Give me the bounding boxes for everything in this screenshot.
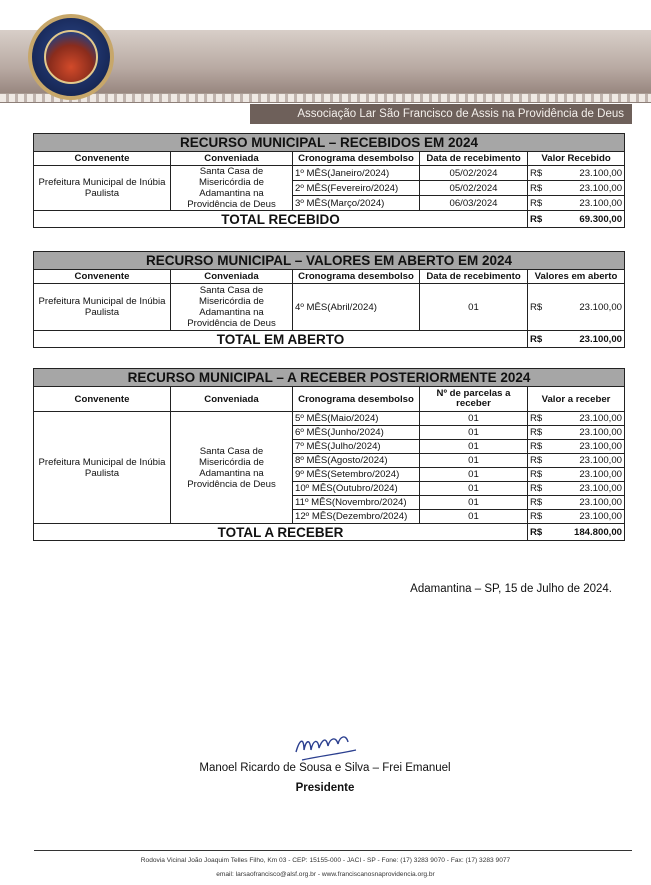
currency-cell: R$ xyxy=(528,510,550,524)
table-a-receber xyxy=(33,368,625,541)
conveniada-cell: Santa Casa de Misericórdia de Adamantina na Providência de Deus xyxy=(171,412,293,524)
table1-title: RECURSO MUNICIPAL – RECEBIDOS EM 2024 xyxy=(34,134,625,152)
table3-title: RECURSO MUNICIPAL – A RECEBER POSTERIORMENTE 2024 xyxy=(34,369,625,387)
currency-cell: R$ xyxy=(528,211,550,228)
value-cell: 23.100,00 xyxy=(550,166,625,181)
footer-contact: email: larsaofrancisco@alsf.org.br - www.franciscanosnaprovidencia.org.br xyxy=(216,871,435,878)
value-cell: 23.100,00 xyxy=(550,482,625,496)
month-cell: 8º MÊS(Agosto/2024) xyxy=(293,454,420,468)
count-cell: 01 xyxy=(420,440,528,454)
col-valor-a-receber: Valor a receber xyxy=(528,387,625,412)
table-row xyxy=(34,284,625,331)
currency-cell: R$ xyxy=(528,181,550,196)
currency-cell: R$ xyxy=(528,196,550,211)
col-valor-recebido: Valor Recebido xyxy=(528,152,625,166)
month-cell: 11º MÊS(Novembro/2024) xyxy=(293,496,420,510)
col-convenente: Convenente xyxy=(34,270,171,284)
convenente-cell: Prefeitura Municipal de Inúbia Paulista xyxy=(34,412,171,524)
month-cell: 10º MÊS(Outubro/2024) xyxy=(293,482,420,496)
value-cell: 23.100,00 xyxy=(550,284,625,331)
currency-cell: R$ xyxy=(528,166,550,181)
date-cell: 05/02/2024 xyxy=(420,181,528,196)
place-date: Adamantina – SP, 15 de Julho de 2024. xyxy=(410,583,612,595)
total-a-receber-value: 184.800,00 xyxy=(550,524,625,541)
count-cell: 01 xyxy=(420,412,528,426)
value-cell: 23.100,00 xyxy=(550,181,625,196)
currency-cell: R$ xyxy=(528,454,550,468)
count-cell: 01 xyxy=(420,510,528,524)
col-conveniada: Conveniada xyxy=(171,387,293,412)
month-cell: 9º MÊS(Setembro/2024) xyxy=(293,468,420,482)
currency-cell: R$ xyxy=(528,468,550,482)
table-row xyxy=(34,166,625,181)
signer-role: Presidente xyxy=(295,782,355,794)
value-cell: 23.100,00 xyxy=(550,510,625,524)
convenente-cell: Prefeitura Municipal de Inúbia Paulista xyxy=(34,284,171,331)
col-parcelas: Nº de parcelas a receber xyxy=(420,387,528,412)
currency-cell: R$ xyxy=(528,496,550,510)
association-name: Associação Lar São Francisco de Assis na Providência de Deus xyxy=(250,104,632,124)
value-cell: 23.100,00 xyxy=(550,426,625,440)
col-data-recebimento: Data de recebimento xyxy=(420,152,528,166)
value-cell: 23.100,00 xyxy=(550,196,625,211)
col-cronograma: Cronograma desembolso xyxy=(293,152,420,166)
total-a-receber-label: TOTAL A RECEBER xyxy=(34,524,528,541)
col-cronograma: Cronograma desembolso xyxy=(293,270,420,284)
currency-cell: R$ xyxy=(528,331,550,348)
date-cell: 06/03/2024 xyxy=(420,196,528,211)
conveniada-cell: Santa Casa de Misericórdia de Adamantina na Providência de Deus xyxy=(171,166,293,211)
value-cell: 23.100,00 xyxy=(550,496,625,510)
count-cell: 01 xyxy=(420,454,528,468)
count-cell: 01 xyxy=(420,482,528,496)
total-em-aberto-label: TOTAL EM ABERTO xyxy=(34,331,528,348)
convenente-cell: Prefeitura Municipal de Inúbia Paulista xyxy=(34,166,171,211)
footer-divider xyxy=(34,850,632,851)
total-recebido-label: TOTAL RECEBIDO xyxy=(34,211,528,228)
currency-cell: R$ xyxy=(528,482,550,496)
count-cell: 01 xyxy=(420,426,528,440)
month-cell: 5º MÊS(Maio/2024) xyxy=(293,412,420,426)
table-row xyxy=(34,412,625,426)
association-logo xyxy=(28,14,114,100)
date-cell: 05/02/2024 xyxy=(420,166,528,181)
currency-cell: R$ xyxy=(528,412,550,426)
value-cell: 23.100,00 xyxy=(550,454,625,468)
col-valores-em-aberto: Valores em aberto xyxy=(528,270,625,284)
month-cell: 4º MÊS(Abril/2024) xyxy=(293,284,420,331)
rope-divider xyxy=(0,93,651,103)
col-data-recebimento: Data de recebimento xyxy=(420,270,528,284)
conveniada-cell: Santa Casa de Misericórdia de Adamantina na Providência de Deus xyxy=(171,284,293,331)
col-convenente: Convenente xyxy=(34,152,171,166)
count-cell: 01 xyxy=(420,496,528,510)
month-cell: 6º MÊS(Junho/2024) xyxy=(293,426,420,440)
col-convenente: Convenente xyxy=(34,387,171,412)
table2-title: RECURSO MUNICIPAL – VALORES EM ABERTO EM 2024 xyxy=(34,252,625,270)
value-cell: 23.100,00 xyxy=(550,440,625,454)
col-cronograma: Cronograma desembolso xyxy=(293,387,420,412)
total-recebido-value: 69.300,00 xyxy=(550,211,625,228)
table-em-aberto xyxy=(33,251,625,348)
total-em-aberto-value: 23.100,00 xyxy=(550,331,625,348)
value-cell: 23.100,00 xyxy=(550,468,625,482)
month-cell: 7º MÊS(Julho/2024) xyxy=(293,440,420,454)
currency-cell: R$ xyxy=(528,524,550,541)
month-cell: 1º MÊS(Janeiro/2024) xyxy=(293,166,420,181)
count-cell: 01 xyxy=(420,468,528,482)
value-cell: 23.100,00 xyxy=(550,412,625,426)
month-cell: 2º MÊS(Fevereiro/2024) xyxy=(293,181,420,196)
currency-cell: R$ xyxy=(528,440,550,454)
month-cell: 3º MÊS(Março/2024) xyxy=(293,196,420,211)
date-cell: 01 xyxy=(420,284,528,331)
col-conveniada: Conveniada xyxy=(171,270,293,284)
signer-name: Manoel Ricardo de Sousa e Silva – Frei Emanuel xyxy=(199,762,451,774)
currency-cell: R$ xyxy=(528,426,550,440)
currency-cell: R$ xyxy=(528,284,550,331)
logo-emblem xyxy=(44,30,98,84)
col-conveniada: Conveniada xyxy=(171,152,293,166)
footer-address: Rodovia Vicinal João Joaquim Telles Filho, Km 03 - CEP: 15155-000 - JACI - SP - Fone: (17) 3283 9070 - Fax: (17) 3283 9077 xyxy=(140,857,511,864)
month-cell: 12º MÊS(Dezembro/2024) xyxy=(293,510,420,524)
table-recebidos xyxy=(33,133,625,228)
